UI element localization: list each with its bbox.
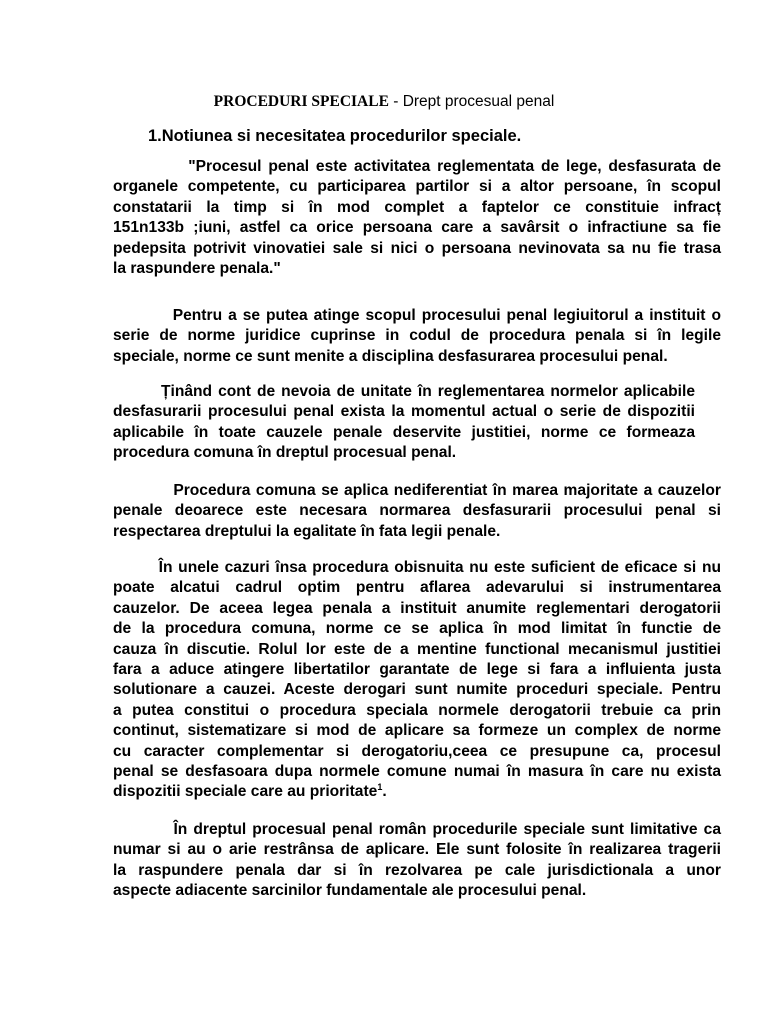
footnote-reference[interactable]: 1 [377, 782, 383, 793]
text-line: respectarea dreptului la egalitate în fata legii penale. [113, 522, 501, 540]
text-line: pedepsita potrivit vinovatiei sale si nici o persoana nevinovata sa nu fie trasa [113, 239, 721, 257]
text-line: poate alcatui cadrul optim pentru aflarea adevarului si instrumentarea [113, 579, 721, 597]
paragraph-3 [113, 382, 695, 464]
title-subtitle: - Drept procesual penal [388, 93, 555, 110]
text-line: procedura comuna în dreptul procesual penal. [113, 444, 457, 462]
text-line: În unele cazuri însa procedura obisnuita nu este suficient de eficace si nu [113, 559, 721, 576]
paragraph-4 [113, 481, 721, 542]
text-line: continut, sistematizare si mod de aplicare sa formeze un complex de norme [113, 722, 721, 740]
title-main: PROCEDURI SPECIALE [213, 93, 389, 110]
text-line: aplicabile în toate cauzele penale deservite justitiei, norme ce formeaza [113, 423, 695, 441]
section-heading: 1.Notiunea si necesitatea procedurilor speciale. [148, 127, 522, 145]
text-line: solutionare a cauzei. Aceste derogari sunt numite proceduri speciale. Pentru [113, 681, 721, 699]
text-line: numar si au o arie restrânsa de aplicare. Ele sunt folosite în realizarea tragerii [113, 841, 721, 859]
text-line: la raspundere penala." [113, 259, 281, 277]
text-line: penale deoarece este necesara normarea desfasurarii procesului penal si [113, 502, 721, 520]
paragraph-5 [113, 558, 721, 803]
paragraph-1 [113, 157, 721, 279]
text-line: Procedura comuna se aplica nediferentiat în marea majoritate a cauzelor [113, 482, 721, 499]
document-title [0, 92, 768, 112]
text-line: Ținând cont de nevoia de unitate în reglementarea normelor aplicabile [113, 383, 695, 400]
text-line: cu caracter complementar si derogatoriu,ceea ce presupune ca, procesul [113, 742, 721, 760]
text-line: 151n133b ;iuni, astfel ca orice persoana care a savârsit o infractiune sa fie [113, 219, 721, 237]
text-line: la raspundere penala dar si în rezolvarea pe cale jurisdictionala a unor [113, 861, 721, 879]
text-line: În dreptul procesual penal român procedurile speciale sunt limitative ca [113, 821, 721, 838]
text-line: "Procesul penal este activitatea reglementata de lege, desfasurata de [113, 158, 721, 175]
text-line: desfasurarii procesului penal exista la momentul actual o serie de dispozitii [113, 403, 695, 421]
text-line: de la procedura comuna, norme ce se aplica în mod limitat în functie de [113, 620, 721, 638]
text-line: penal se desfasoara dupa normele comune numai în masura în care nu exista [113, 762, 721, 780]
text-line: serie de norme juridice cuprinse in codul de procedura penala si în legile [113, 327, 721, 345]
text-line: dispozitii speciale care au prioritate [113, 783, 378, 801]
paragraph-6 [113, 820, 721, 902]
text-line: cauzelor. De aceea legea penala a instituit anumite reglementari derogatorii [113, 599, 721, 617]
text-line: fara a aduce atingere libertatilor garantate de lege si fara a influienta justa [113, 660, 721, 678]
text-line: aspecte adiacente sarcinilor fundamentale ale procesului penal. [113, 882, 587, 900]
text-line: cauza în discutie. Rolul lor este de a mentine functional mecanismul justitiei [113, 640, 721, 658]
text-line: Pentru a se putea atinge scopul procesului penal legiuitorul a instituit o [113, 307, 721, 324]
text-line: a putea constitui o procedura speciala normele derogatorii trebuie ca prin [113, 701, 721, 719]
text-line-with-footnote: dispozitii speciale care au prioritate$^1$. [113, 782, 387, 801]
text-line: constatarii la timp si în mod complet a faptelor ce constituie infracț [113, 198, 721, 216]
paragraph-2 [113, 306, 721, 367]
text-line: speciale, norme ce sunt menite a disciplina desfasurarea procesului penal. [113, 347, 668, 365]
text-line: organele competente, cu participarea partilor si a altor persoane, în scopul [113, 178, 721, 196]
